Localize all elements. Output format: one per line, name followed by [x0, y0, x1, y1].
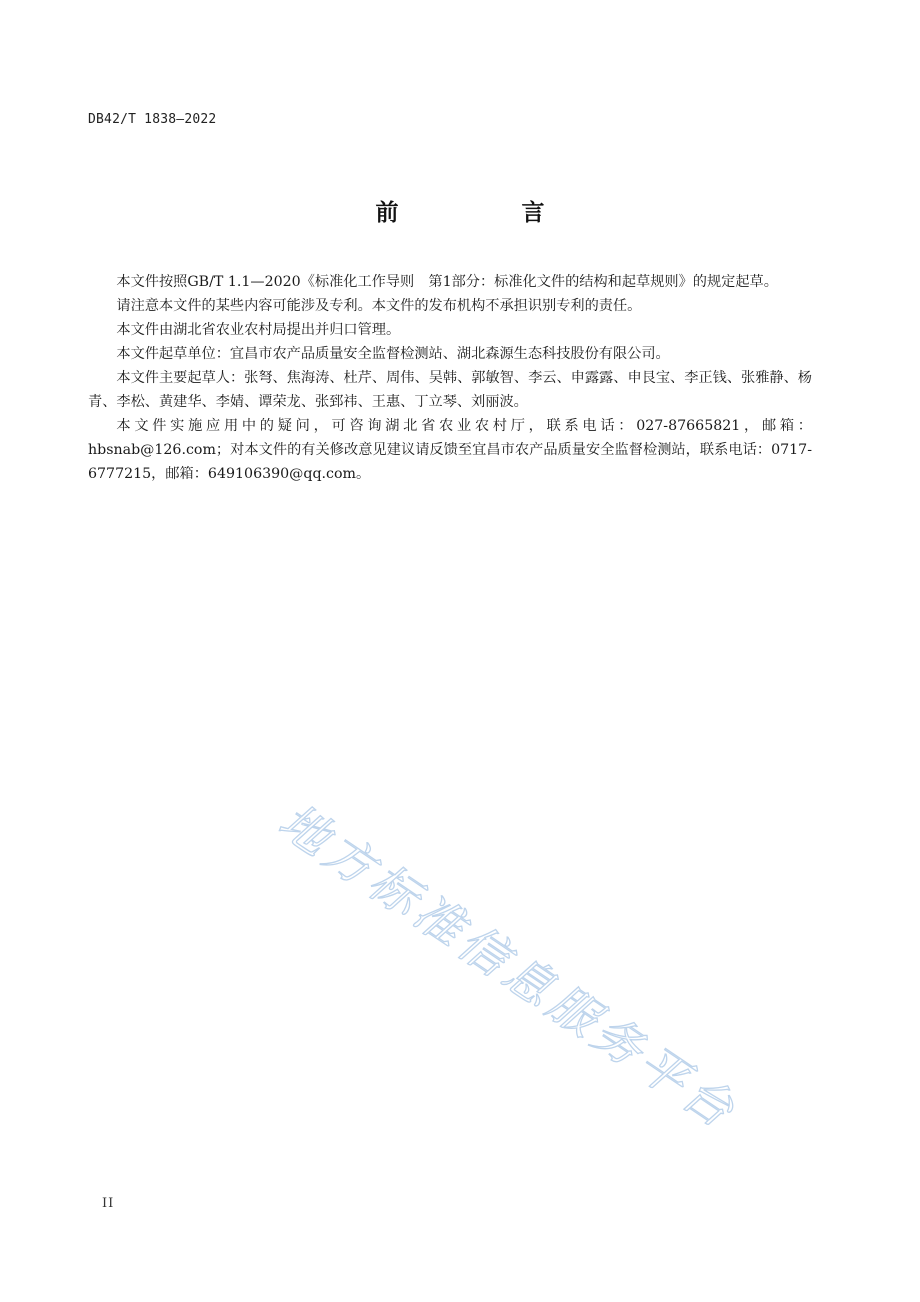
document-code: DB42/T 1838—2022 — [88, 112, 217, 127]
paragraph-drafting-rules: 本文件按照GB/T 1.1—2020《标准化工作导则 第1部分：标准化文件的结构和起草规则》的规定起草。 — [116, 274, 778, 290]
page-number: II — [102, 1196, 115, 1211]
paragraph-patent-notice: 请注意本文件的某些内容可能涉及专利。本文件的发布机构不承担识别专利的责任。 — [116, 298, 642, 314]
page-title: 前 言 — [375, 200, 595, 226]
paragraph-contact-info: 本文件实施应用中的疑问，可咨询湖北省农业农村厅，联系电话：027-87665821，邮箱：hbsnab@126.com；对本文件的有关修改意见建议请反馈至宜昌市农产品质量安全监督检测站，联系电话：0717-6777215，邮箱：649106390@qq.com。 — [88, 418, 812, 482]
paragraph-main-drafters: 本文件主要起草人：张弩、焦海涛、杜芹、周伟、吴韩、郭敏智、李云、申露露、申艮宝、李正钱、张雅静、杨青、李松、黄建华、李婧、谭荣龙、张郅祎、王惠、丁立琴、刘丽波。 — [88, 370, 812, 410]
foreword-body — [88, 270, 812, 486]
paragraph-drafting-units: 本文件起草单位：宜昌市农产品质量安全监督检测站、湖北森源生态科技股份有限公司。 — [116, 346, 670, 362]
paragraph-proposer: 本文件由湖北省农业农村局提出并归口管理。 — [116, 322, 401, 338]
watermark: 地方标准信息服务平台 — [268, 793, 748, 1142]
